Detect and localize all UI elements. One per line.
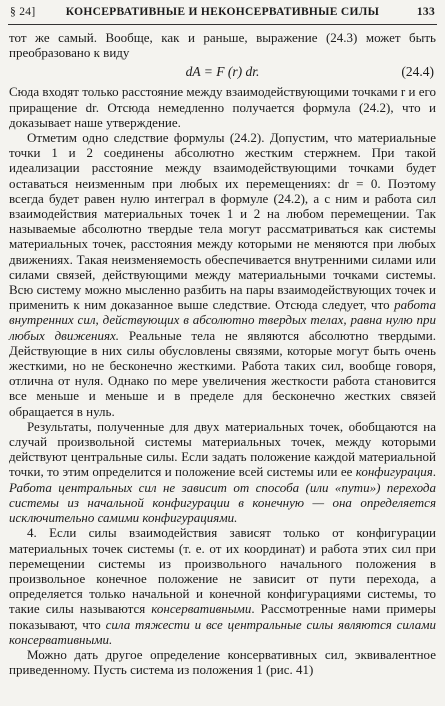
- paragraph-5-text-b: . Рассмотренные нами примеры показывают, что: [9, 601, 436, 632]
- paragraph-4-italic: Работа центральных сил не зависит от способа (или «пути») перехода системы из начальной конфигурации в конечную — она определяется исключительно самими конфигурациями.: [9, 479, 436, 526]
- chapter-title: КОНСЕРВАТИВНЫЕ И НЕКОНСЕРВАТИВНЫЕ СИЛЫ: [65, 6, 380, 18]
- equation-number: (24.4): [401, 64, 434, 80]
- paragraph-3-italic: работа внутренних сил, действующих в абсолютно твердых телах, равна нулю при любых движениях.: [9, 297, 436, 343]
- paragraph-3-text-b: Реальные тела не являются абсолютно твердыми. Действующие в них силы обусловлены связями, которые могут быть очень жесткими, но не бесконечно жесткими. Работа таких сил, вообще говоря, отлична от нуля. Однако по мере увеличения жесткости работа становится все меньше и меньше и в пределе для бесконечно жестких связей обращается в нуль.: [9, 327, 436, 419]
- formula-24-4: [9, 60, 436, 84]
- section-label: § 24]: [10, 6, 36, 18]
- paragraph-1: тот же самый. Вообще, как и раньше, выражение (24.3) может быть преобразовано к виду: [9, 30, 436, 61]
- conservative-term: консервативными: [151, 601, 252, 617]
- paragraph-4-text-a: Результаты, полученные для двух материальных точек, обобщаются на случай произвольной системы материальных точек, между которыми действуют центральные силы. Если задать положение каждой материальной точки, то этим определится и положение всей системы или ее: [9, 418, 436, 480]
- paragraph-5-italic: сила тяжести и все центральные силы являются силами консервативными.: [9, 616, 436, 647]
- paragraph-6: Можно дать другое определение консервативных сил, эквивалентное приведенному. Пусть система из положения 1 (рис. 41): [9, 646, 436, 678]
- paragraph-5-text-a: 4. Если силы взаимодействия зависят только от конфигурации материальных точек системы (т. е. от их координат) и работа этих сил при перемещении системы из произвольного начального положения в произвольное конечное положение не зависит от пути перехода, а определяется только начальной и конечной конфигурациями системы, то такие силы называются: [9, 525, 436, 617]
- paragraph-4-text-b: .: [432, 464, 436, 480]
- page-number: 133: [416, 6, 435, 18]
- header-rule: [8, 24, 437, 25]
- configuration-term: конфигурация: [355, 464, 433, 480]
- formula-expression: dA = F (r) dr.: [185, 64, 260, 80]
- paragraph-3: [9, 130, 436, 419]
- paragraph-2: Сюда входят только расстояние между взаимодействующими точками r и его приращение dr. Отсюда немедленно получается формула (24.2), что и доказывает наше утверждение.: [9, 84, 436, 130]
- paragraph-3-text-a: Отметим одно следствие формулы (24.2). Допустим, что материальные точки 1 и 2 соединены абсолютно жестким стержнем. При такой идеализации расстояние между взаимодействующими точками будет оставаться неизменным при любых их перемещениях: dr = 0. Поэтому всегда будет равен нулю интеграл в формуле (24.2), а с ним и работа сил взаимодействия материальных точек 1 и 2 на любом перемещении. Так называемые абсолютно твердые тела могут рассматриваться как системы материальных точек, расстояния между которыми не меняются при любых движениях. Такая неизменяемость обеспечивается внутренними силами или силами связей, действующими между материальными точками системы. Всю систему можно мысленно разбить на пары взаимодействующих точек и применить к ним доказанное выше следствие. Отсюда следует, что: [9, 130, 436, 313]
- body-text: [9, 30, 436, 677]
- paragraph-4: [9, 419, 436, 525]
- running-header: [10, 4, 435, 24]
- paragraph-5: [9, 525, 436, 647]
